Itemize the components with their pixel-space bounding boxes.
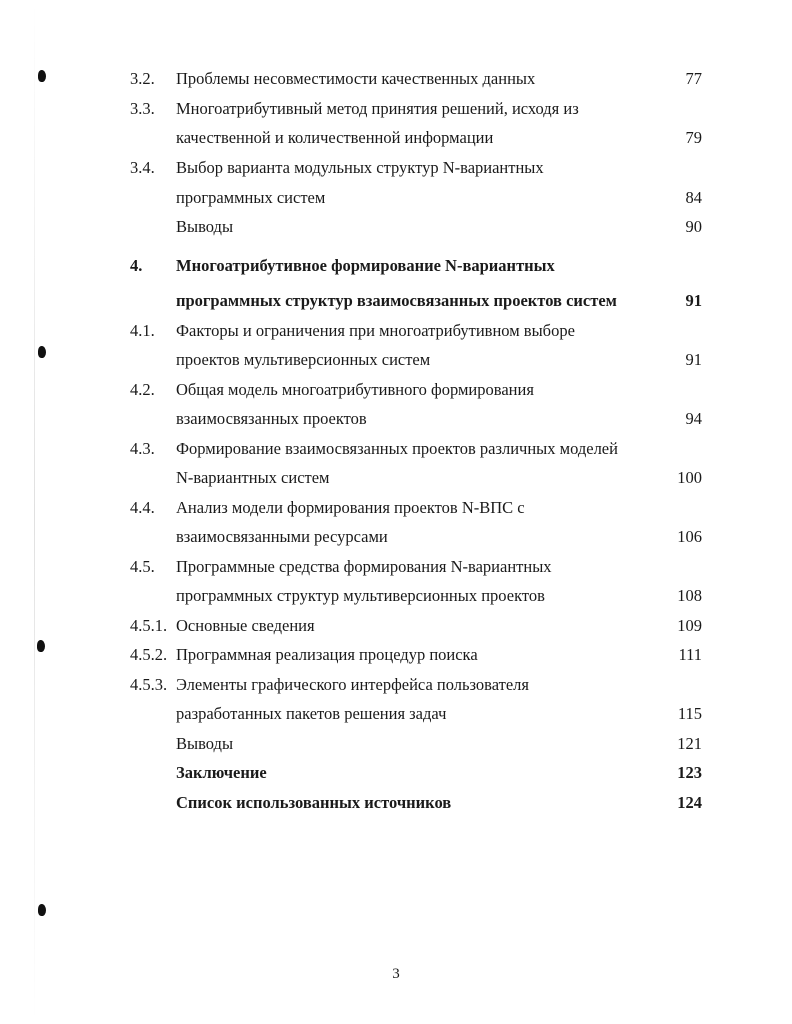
toc-entry-page: 124: [677, 793, 702, 812]
toc-entry: [0, 68, 792, 90]
toc-entry: [0, 585, 792, 607]
toc-entry-page: 109: [677, 616, 702, 635]
toc-entry-number: 4.5.1.: [130, 616, 168, 635]
toc-entry-title: Многоатрибутивный метод принятия решений, исходя из: [176, 99, 579, 118]
toc-entry-page: 94: [685, 409, 702, 428]
toc-entry: [0, 290, 792, 312]
toc-entry-page: 91: [685, 350, 702, 369]
toc-entry-title: Программная реализация процедур поиска: [176, 645, 478, 664]
toc-entry: [0, 792, 792, 814]
toc-entry-number: 4.5.2.: [130, 645, 168, 664]
toc-entry-number: 4.: [130, 256, 143, 275]
toc-entry-page: 77: [685, 69, 702, 88]
toc-entry-title: Анализ модели формирования проектов N-ВПС с: [176, 498, 525, 517]
toc-entry-title: проектов мультиверсионных систем: [176, 350, 431, 369]
toc-entry-page: 111: [678, 645, 702, 664]
toc-entry-number: 4.2.: [130, 380, 155, 399]
toc-entry-title: Формирование взаимосвязанных проектов различных моделей: [176, 439, 618, 458]
binder-hole-mark: [38, 904, 46, 916]
toc-entry-page: 79: [685, 128, 702, 147]
toc-entry-title: Выводы: [176, 734, 234, 753]
toc-entry: [0, 379, 792, 401]
toc-entry-title: N-вариантных систем: [176, 468, 330, 487]
page-number: 3: [392, 966, 400, 982]
toc-entry-title: Программные средства формирования N-вариантных: [176, 557, 552, 576]
toc-entry-title: Список использованных источников: [176, 793, 452, 812]
toc-entry-title: качественной и количественной информации: [176, 128, 494, 147]
toc-entry: [0, 320, 792, 342]
toc-entry: [0, 127, 792, 149]
toc-entry-title: Многоатрибутивное формирование N-вариантных: [176, 256, 555, 275]
toc-entry-title: Выводы: [176, 217, 234, 236]
toc-entry-page: 84: [685, 188, 702, 207]
toc-entry-title: разработанных пакетов решения задач: [176, 704, 447, 723]
toc-entry-title: Факторы и ограничения при многоатрибутивном выборе: [176, 321, 575, 340]
toc-entry-title: Основные сведения: [176, 616, 315, 635]
toc-entry-page: 123: [677, 763, 702, 782]
toc-entry-page: 106: [677, 527, 702, 546]
toc-entry-title: Выбор варианта модульных структур N-вариантных: [176, 158, 544, 177]
toc-entry-number: 4.5.3.: [130, 675, 168, 694]
toc-entry-number: 4.5.: [130, 557, 155, 576]
toc-entry: [0, 733, 792, 755]
toc-entry: [0, 349, 792, 371]
toc-entry: [0, 674, 792, 696]
toc-entry: [0, 615, 792, 637]
toc-entry: [0, 98, 792, 120]
toc-entry: [0, 438, 792, 460]
toc-entry-title: Общая модель многоатрибутивного формирования: [176, 380, 534, 399]
toc-entry: [0, 497, 792, 519]
toc-entry-page: 121: [677, 734, 702, 753]
toc-entry: [0, 644, 792, 666]
toc-entry-number: 3.2.: [130, 69, 155, 88]
toc-entry-title: Проблемы несовместимости качественных данных: [176, 69, 536, 88]
toc-entry-number: 3.3.: [130, 99, 155, 118]
toc-entry: [0, 255, 792, 277]
toc-entry-page: 115: [677, 704, 702, 723]
toc-entry-page: 91: [685, 291, 702, 310]
toc-entry-page: 108: [677, 586, 702, 605]
toc-entry: [0, 467, 792, 489]
toc-entry-title: взаимосвязанными ресурсами: [176, 527, 388, 546]
toc-entry: [0, 703, 792, 725]
toc-entry: [0, 157, 792, 179]
toc-entry-number: 4.3.: [130, 439, 155, 458]
toc-entry: [0, 408, 792, 430]
toc-entry: [0, 216, 792, 238]
toc-entry: [0, 762, 792, 784]
toc-entry-number: 4.4.: [130, 498, 155, 517]
toc-entry-title: Заключение: [176, 763, 267, 782]
toc-entry: [0, 187, 792, 209]
toc-entry-title: взаимосвязанных проектов: [176, 409, 367, 428]
toc-entry-number: 4.1.: [130, 321, 155, 340]
toc-entry-page: 90: [685, 217, 702, 236]
toc-entry-title: Элементы графического интерфейса пользователя: [176, 675, 530, 694]
toc-entry-page: 100: [677, 468, 702, 487]
toc-entry: [0, 526, 792, 548]
toc-entry-title: программных систем: [176, 188, 326, 207]
toc-entry-title: программных структур взаимосвязанных проектов систем: [176, 291, 617, 310]
toc-entry: [0, 556, 792, 578]
toc-entry-title: программных структур мультиверсионных проектов: [176, 586, 545, 605]
toc-entry-number: 3.4.: [130, 158, 155, 177]
